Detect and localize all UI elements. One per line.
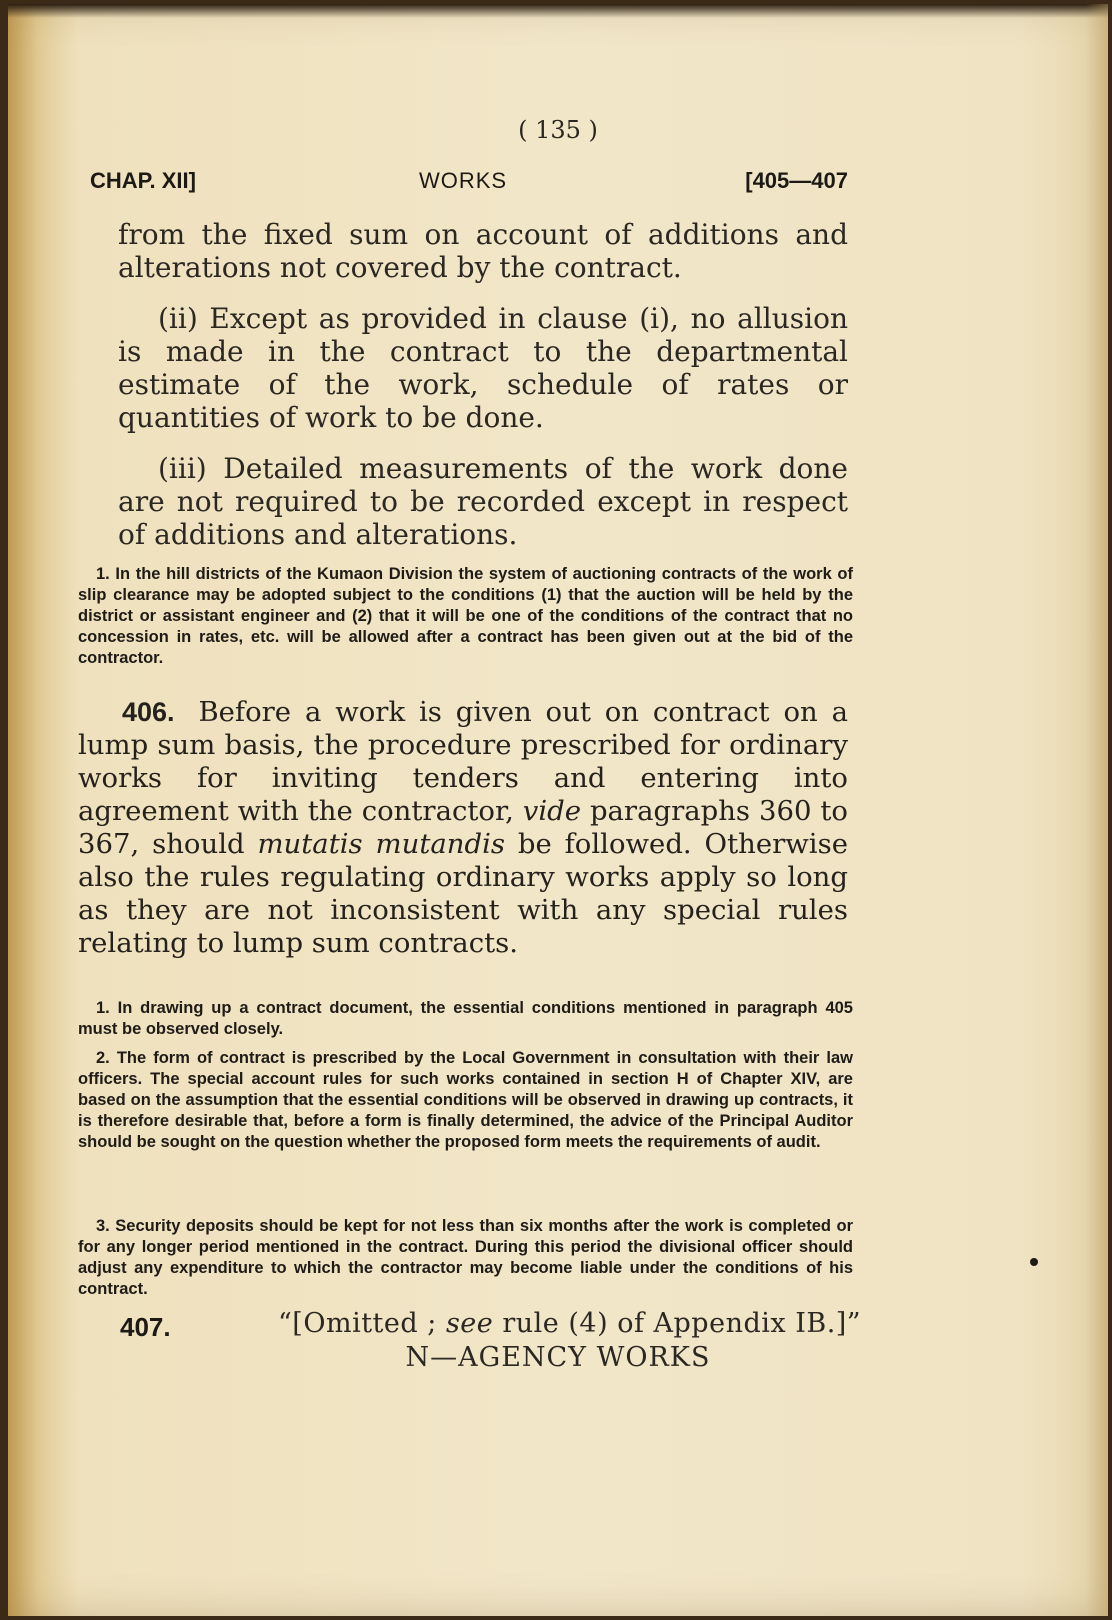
running-header	[78, 168, 848, 202]
note-406-3: 3. Security deposits should be kept for not less than six months after the work is completed or for any longer period mentioned in the contract. During this period the divisional officer should adjust any expenditure to which the contractor may become liable under the conditions of his contract.	[78, 1217, 853, 1298]
section-heading: N—AGENCY WORKS	[405, 1342, 711, 1373]
paragraph-406-mutatis: mutatis mutandis	[257, 828, 505, 860]
paragraph-406	[78, 696, 848, 960]
header-title: WORKS	[418, 168, 508, 193]
paragraph-406-text-1: Before a work is given out on contract on a lump sum basis, the procedure prescribed for ordinary works for inviting tenders and entering into agreement with the contractor,	[78, 696, 848, 827]
paragraph-407-text	[278, 1308, 861, 1339]
continuation-paragraph: from the fixed sum on account of additions and alterations not covered by the contract.	[118, 218, 848, 284]
paragraph-406-text-3: be followed. Otherwise also the rules regulating ordinary works apply so long as they are not inconsistent with any special rules relating to lump sum contracts.	[78, 828, 848, 959]
paragraph-407-see: see	[445, 1308, 494, 1339]
paragraph-407-number: 407.	[120, 1312, 171, 1342]
book-page	[8, 4, 1108, 1616]
paragraph-407-text-2: rule (4) of Appendix IB.]”	[502, 1308, 862, 1339]
paragraph-407-text-1: “[Omitted ;	[278, 1308, 437, 1339]
paragraph-406-number: 406.	[122, 697, 175, 727]
page-number: ( 135 )	[518, 116, 598, 144]
clause-iii: (iii) Detailed measurements of the work done are not required to be recorded except in respect of additions and alterations.	[118, 452, 848, 551]
paragraph-406-text-2: paragraphs 360 to 367, should	[78, 795, 848, 860]
header-chapter: CHAP. XII]	[90, 168, 196, 193]
header-paragraph-range: [405—407	[745, 168, 848, 193]
paragraph-407	[108, 1304, 868, 1340]
note-406-2: 2. The form of contract is prescribed by the Local Government in consultation with their law officers. The special account rules for such works contained in section H of Chapter XIV, are based on the assumption that the essential conditions will be observed in drawing up contracts, it is therefore desirable that, before a form is finally determined, the advice of the Principal Auditor should be sought on the question whether the proposed form meets the requirements of audit.	[78, 1049, 853, 1151]
note-406-1: 1. In drawing up a contract document, the essential conditions mentioned in paragraph 405 must be observed closely.	[78, 999, 853, 1038]
ink-spot	[1030, 1258, 1038, 1266]
clause-ii: (ii) Except as provided in clause (i), no allusion is made in the contract to the departmental estimate of the work, schedule of rates or quantities of work to be done.	[118, 302, 848, 434]
paragraph-406-vide: vide	[522, 795, 581, 827]
note-405: 1. In the hill districts of the Kumaon Division the system of auctioning contracts of the work of slip clearance may be adopted subject to the conditions (1) that the auction will be held by the district or assistant engineer and (2) that it will be one of the conditions of the contract that no concession in rates, etc. will be allowed after a contract has been given out at the bid of the contractor.	[78, 565, 853, 667]
